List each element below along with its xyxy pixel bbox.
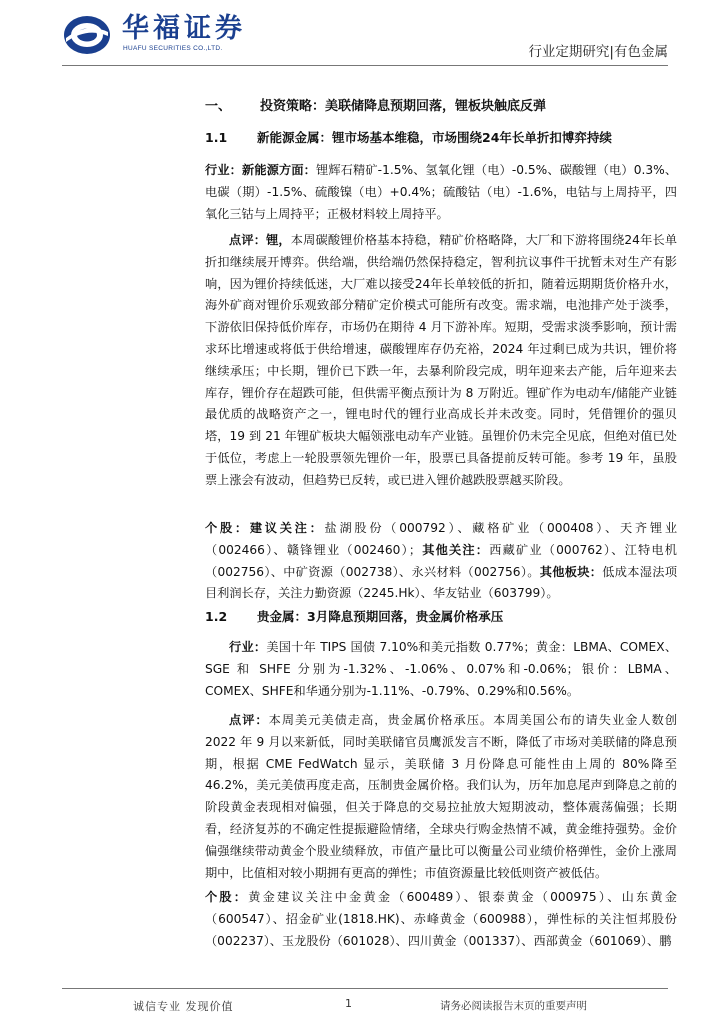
stocks-paragraph-1-2	[205, 887, 677, 952]
subsection-title: 新能源金属：锂市场基本维稳，市场围绕24年长单折扣博弈持续	[257, 130, 612, 145]
comment-paragraph-1-1	[205, 230, 677, 492]
comment-paragraph-1-2	[205, 710, 677, 884]
stocks-label: 个股：	[205, 890, 249, 904]
footer-slogan: 诚信专业 发现价值	[133, 1000, 234, 1013]
header-divider	[62, 65, 668, 66]
industry-label: 行业：	[229, 640, 267, 654]
stocks-text: 黄金建议关注中金黄金（600489）、银泰黄金（000975）、山东黄金（600547）、招金矿业(1818.HK)、赤峰黄金（600988），弹性标的关注恒邦股份（002237）、玉龙股份（601028）、四川黄金（001337）、西部黄金（601069）、鹏	[205, 890, 677, 948]
section-title: 投资策略：美联储降息预期回落，锂板块触底反弹	[260, 99, 547, 114]
other-sector-text: 低成本湿法项目利润长存，关注力勤资源（2245.Hk）、华友钴业（603799）。	[205, 564, 678, 601]
huafu-logo-icon	[62, 14, 112, 56]
subsection-number: 1.1	[205, 130, 228, 145]
stocks-text: 盐湖股份（000792）、藏格矿业（000408）、天齐锂业（002466）、赣锋锂业（002460）；	[205, 521, 678, 557]
footer-disclaimer: 请务必阅读报告末页的重要声明	[440, 1000, 587, 1012]
industry-text: 美国十年 TIPS 国债 7.10%和美元指数 0.77%；黄金：LBMA、COMEX、SGE 和 SHFE 分别为-1.32%、-1.06%、0.07%和-0.06%；银价：LBMA、COMEX、SHFE和华通分别为-1.11%、-0.79%、0.29%和0.56%。	[205, 640, 678, 698]
comment-label: 点评：锂，	[229, 233, 291, 247]
subsection-heading-1-2	[205, 607, 503, 625]
comment-text: 本周碳酸锂价格基本持稳，精矿价格略降，大厂和下游将围绕24年长单折扣继续展开博弈。供给端，供给端仍然保持稳定，智利抗议事件干扰暂未对生产有影响，因为锂价持续低迷，大厂难以接受24年长单较低的折扣，随着远期期货价格升水，海外矿商对锂价乐观致部分精矿定价模式可能所有改变。需求端，电池排产处于淡季，下游依旧保持低价库存，市场仍在期待 4 月下游补库。短期，受需求淡季影响，预计需求环比增速或将低于供给增速，碳酸锂库存仍充裕，2024 年过剩已成为共识，锂价将继续承压；中长期，锂价已下跌一年，去暴利阶段完成，明年迎来去产能，后年迎来去库存，锂价存在超跌可能，但供需平衡点预计为 8 万附近。锂矿作为电动车/储能产业链最优质的战略资产之一，锂电时代的锂行业高成长并未改变。同时，凭借锂价的强贝塔，19 到 21 年锂矿板块大幅领涨电动车产业链。虽锂价仍未完全见底，但绝对值已处于低位，考虑上一轮股票领先锂价一年，股票已具备提前反转可能。参考 19 年，虽股票上涨会有波动，但趋势已反转，或已进入锂价越跌股票越买阶段。	[205, 233, 678, 487]
comment-text: 本周美元美债走高，贵金属价格承压。本周美国公布的请失业金人数创 2022 年 9 月以来新低，同时美联储官员鹰派发言不断，降低了市场对美联储的降息预期，根据 CME FedWatch 显示，美联储 3 月份降息可能性由上周的 80%降至 46.2%，美元美债再度走高，压制贵金属价格。我们认为，历年加息尾声到降息之前的阶段黄金表现相对偏强，但关于降息的交易拉扯放大短期波动，整体震荡偏强；长期看，经济复苏的不确定性提振避险情绪，全球央行购金热情不减，黄金维持强势。金价偏强继续带动黄金个股业绩释放，市值产量比可以衡量公司业绩价格弹性，金价上涨周期中，比值相对较小期拥有更高的弹性；市值资源量比较低则资产被低估。	[205, 713, 678, 880]
industry-paragraph-1-1	[205, 160, 677, 225]
industry-text: 锂辉石精矿-1.5%、氢氧化锂（电）-0.5%、碳酸锂（电）0.3%、电碳（期）-1.5%、硫酸镍（电）+0.4%；硫酸钴（电）-1.6%，电钴与上周持平，四氧化三钴与上周持平；正极材料较上周持平。	[205, 163, 678, 221]
stocks-paragraph-1-1	[205, 518, 677, 605]
report-type: 行业定期研究|有色金属	[528, 44, 668, 60]
industry-paragraph-1-2	[205, 637, 677, 702]
other-sector-label: 其他板块：	[539, 564, 603, 579]
subsection-number: 1.2	[205, 609, 228, 624]
stocks-label: 个股：建议关注：	[205, 521, 325, 535]
logo-english-name: HUAFU SECURITIES CO.,LTD.	[123, 45, 223, 52]
subsection-title: 贵金属：3月降息预期回落，贵金属价格承压	[257, 609, 504, 624]
industry-label: 行业：新能源方面：	[205, 163, 317, 177]
logo-chinese-name: 华福证券	[122, 13, 246, 44]
section-heading	[205, 95, 546, 114]
other-text: 西藏矿业（000762）、江特电机（002756）、中矿资源（002738）、永兴材料（002756）。	[205, 542, 677, 579]
subsection-heading-1-1	[205, 128, 612, 146]
other-label: 其他关注：	[421, 542, 490, 557]
page-number: 1	[345, 997, 352, 1010]
section-number: 一、	[205, 99, 232, 114]
footer-divider	[62, 988, 668, 989]
comment-label: 点评：	[229, 713, 269, 727]
